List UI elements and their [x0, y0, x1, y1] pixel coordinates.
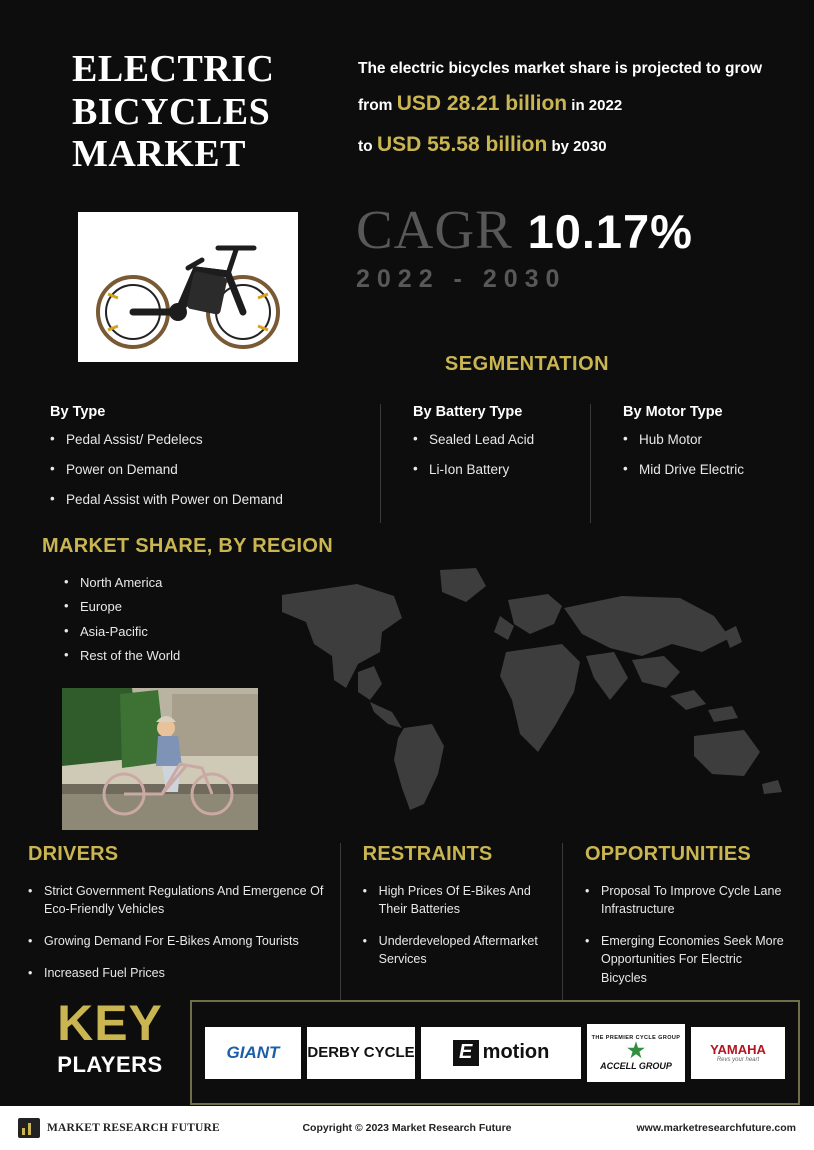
list-item: • Mid Drive Electric [623, 462, 776, 478]
segmentation-list-battery [413, 432, 576, 478]
headline-value-2030: USD 55.58 billion [376, 133, 548, 157]
segmentation-head-battery: By Battery Type [413, 404, 523, 420]
footer-brand-text: MARKET RESEARCH FUTURE [47, 1122, 220, 1134]
opportunities-column [562, 843, 804, 1001]
segmentation-list-type [50, 432, 366, 509]
title-line-3: MARKET [72, 133, 246, 176]
logo-easy-motion [421, 1027, 581, 1079]
segmentation-columns [50, 404, 790, 523]
list-item: • Sealed Lead Acid [413, 432, 576, 448]
list-item: • Growing Demand For E-Bikes Among Tourists [28, 932, 326, 950]
logo-easy-motion-text: motion [482, 1041, 550, 1063]
segmentation-column-motor [590, 404, 790, 523]
cagr-value: 10.17% [527, 205, 693, 258]
restraints-column [340, 843, 562, 1001]
headline-part-1: The electric bicycles market share is projected to grow from [358, 60, 763, 115]
headline-part-3: to [358, 138, 377, 156]
logo-accell-tagline: THE PREMIER CYCLE GROUP [591, 1034, 681, 1041]
drivers-head: DRIVERS [28, 843, 119, 865]
drivers-list [28, 882, 326, 983]
page-title [72, 48, 332, 176]
list-item: • Power on Demand [50, 462, 366, 478]
segmentation-column-type [50, 404, 380, 523]
drivers-column [14, 843, 340, 1001]
cagr-value-row [356, 199, 796, 260]
drivers-restraints-opportunities [14, 843, 804, 1001]
list-item: • Asia-Pacific [62, 625, 180, 639]
headline-value-2022: USD 28.21 billion [396, 92, 568, 116]
footer-url[interactable]: www.marketresearchfuture.com [636, 1122, 796, 1134]
list-item: • North America [62, 576, 180, 590]
list-item: • Li-Ion Battery [413, 462, 576, 478]
logo-giant [205, 1027, 301, 1079]
list-item: • Underdeveloped Aftermarket Services [363, 932, 548, 968]
shark-icon: ★ [627, 1039, 645, 1062]
list-item: • Rest of the World [62, 649, 180, 663]
logo-yamaha [691, 1027, 785, 1079]
key-players-key-text: KEY [57, 995, 163, 1051]
segmentation-head-motor: By Motor Type [623, 404, 723, 420]
segmentation-column-battery [380, 404, 590, 523]
segmentation-head-type: By Type [50, 404, 106, 420]
headline-part-2: in 2022 [567, 97, 623, 115]
region-list [62, 576, 180, 673]
electric-bike-photo [78, 212, 298, 362]
cagr-label: CAGR [356, 199, 528, 260]
bar-chart-icon [18, 1118, 40, 1138]
logo-accell-text: ACCELL GROUP [600, 1060, 672, 1071]
opportunities-list [585, 882, 790, 987]
list-item: • Emerging Economies Seek More Opportunities For Electric Bicycles [585, 932, 790, 986]
title-line-2: BICYCLES [72, 90, 271, 133]
list-item: • Increased Fuel Prices [28, 964, 326, 982]
key-players-logos [190, 1000, 800, 1105]
list-item: • Pedal Assist with Power on Demand [50, 492, 366, 508]
headline-part-4: by 2030 [547, 138, 607, 156]
logo-easy-motion-e-icon: E [453, 1040, 479, 1066]
list-item: • High Prices Of E-Bikes And Their Batteries [363, 882, 548, 918]
list-item: • Pedal Assist/ Pedelecs [50, 432, 366, 448]
list-item: • Europe [62, 600, 180, 614]
segmentation-title [0, 353, 814, 376]
footer-copyright: Copyright © 2023 Market Research Future [302, 1122, 512, 1134]
restraints-head: RESTRAINTS [362, 843, 493, 865]
title-line-1: ELECTRIC [72, 48, 275, 90]
opportunities-head: OPPORTUNITIES [584, 843, 751, 865]
logo-yamaha-tagline: Revs your heart [716, 1057, 760, 1063]
logo-giant-text: GIANT [226, 1042, 280, 1062]
key-players-label [30, 995, 190, 1078]
headline [358, 54, 798, 166]
key-players-players-text: PLAYERS [57, 1051, 163, 1077]
logo-derby-cycle-text: DERBY CYCLE [307, 1044, 415, 1061]
segmentation-list-motor [623, 432, 776, 478]
region-title: MARKET SHARE, BY REGION [42, 535, 334, 557]
footer [0, 1106, 814, 1150]
cagr-block [356, 199, 796, 294]
footer-brand [18, 1118, 268, 1138]
logo-yamaha-text: YAMAHA [710, 1042, 766, 1057]
rider-photo [62, 688, 258, 830]
restraints-list [363, 882, 548, 969]
world-map [262, 560, 792, 820]
segmentation-title-text: SEGMENTATION [444, 353, 610, 375]
cagr-years: 2022 - 2030 [356, 265, 567, 293]
list-item: • Proposal To Improve Cycle Lane Infrastructure [585, 882, 790, 918]
logo-derby-cycle [307, 1027, 415, 1079]
logo-accell-group [587, 1024, 685, 1082]
list-item: • Hub Motor [623, 432, 776, 448]
list-item: • Strict Government Regulations And Emergence Of Eco-Friendly Vehicles [28, 882, 326, 918]
